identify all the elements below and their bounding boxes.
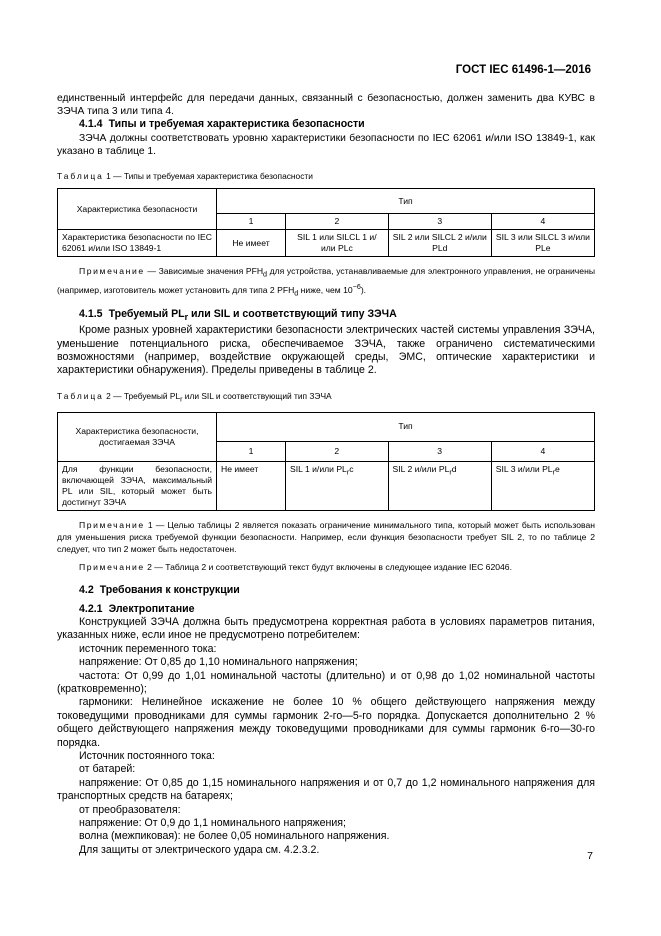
paragraph-line: от батарей: bbox=[79, 763, 136, 776]
section-title: Типы и требуемая характеристика безопасности bbox=[108, 118, 365, 131]
table-1-header-type: Тип bbox=[217, 189, 595, 214]
section-title: Требуемый PL bbox=[108, 307, 185, 320]
table-2-col-3: 3 bbox=[388, 441, 491, 461]
paragraph-line: напряжение: От 0,85 до 1,10 номинального напряжения; bbox=[79, 656, 358, 669]
table-1-header-characteristic: Характеристика безопасности bbox=[58, 189, 217, 230]
paragraph-line: частота: От 0,99 до 1,01 номинальной частоты (длительно) и от 0,98 до 1,02 номинальной частоты (кратковременно); bbox=[57, 669, 595, 695]
table-2-header-type: Тип bbox=[217, 412, 595, 441]
table-1-col-2: 2 bbox=[286, 214, 389, 230]
table-2-cell: SIL 1 и/или $PL_rc$ bbox=[286, 461, 389, 510]
paragraph-line: Конструкцией ЗЭЧА должна быть предусмотрена корректная работа в условиях параметров питания, указанных ниже, если иное не предусмотрено потребителем: bbox=[57, 615, 595, 642]
note-text: 1 — Целью таблицы 2 является показать ограничение минимального типа, который может быть использован для уменьшения риска требуемой функции безопасности. Например, если функция безопасности требует SIL 2, то по таблице 2 следует, что тип 2 может быть недостаточен. bbox=[57, 519, 595, 555]
table-1-note bbox=[57, 265, 595, 300]
table-1-col-3: 3 bbox=[388, 214, 491, 230]
table-1-row-label: Характеристика безопасности по IEC 62061 и/или ISO 13849-1 bbox=[58, 230, 217, 257]
note-subscript: d bbox=[294, 289, 299, 298]
table-2-cell: SIL 3 и/или $PL_re$ bbox=[491, 461, 594, 510]
table-1-caption bbox=[57, 170, 595, 183]
table-2 bbox=[57, 412, 595, 511]
table-1-cell: Не имеет bbox=[217, 230, 286, 257]
caption-subscript: r bbox=[180, 396, 183, 404]
table-2-cell: SIL 2 и/или $PL_rd$ bbox=[388, 461, 491, 510]
section-number: 4.1.4 bbox=[79, 118, 103, 131]
paragraph-line: напряжение: От 0,9 до 1,1 номинального напряжения; bbox=[79, 817, 346, 830]
table-2-row-label: Для функции безопасности, включающей ЗЭЧА, максимальный PL или SIL, который может быть достигнут ЗЭЧА bbox=[58, 461, 217, 510]
table-2-col-4: 4 bbox=[491, 441, 594, 461]
note-superscript: −6 bbox=[352, 283, 361, 292]
section-title: или SIL и соответствующий типу ЗЭЧА bbox=[188, 307, 397, 320]
table-1-cell: SIL 2 или SILCL 2 и/или PLd bbox=[388, 230, 491, 257]
section-title: Электропитание bbox=[108, 602, 195, 615]
table-2-note-2 bbox=[57, 561, 595, 573]
note-word: Примечание bbox=[79, 562, 145, 573]
paragraph-line: волна (межпиковая): не более 0,05 номинального напряжения. bbox=[79, 830, 390, 843]
section-4-1-5-text: Кроме разных уровней характеристики безопасности электрических частей системы управления ЗЭЧА, уменьшение потенциального риска, обеспечиваемое ЗЭЧА, также ограничено систематическими возможностями (например, воздействие окружающей среды, ЭМС, оптические характеристики и характеристики обнаружения). Пределы приведены в таблице 2. bbox=[57, 324, 595, 377]
table-1 bbox=[57, 188, 595, 257]
table-1-cell: SIL 1 или SILCL 1 и/или PLc bbox=[286, 230, 389, 257]
section-number: 4.2 bbox=[79, 583, 94, 596]
caption-word: Таблица bbox=[57, 390, 104, 401]
note-text: — Зависимые значения PFH bbox=[147, 266, 264, 277]
caption-word: Таблица bbox=[57, 171, 104, 182]
section-4-1-4-text: ЗЭЧА должны соответствовать уровню характеристики безопасности по IEC 62061 и/или ISO 13849-1, как указано в таблице 1. bbox=[57, 132, 595, 157]
section-4-2-1-heading bbox=[57, 603, 595, 616]
table-1-cell: SIL 3 или SILCL 3 и/или PLe bbox=[491, 230, 594, 257]
note-text: ). bbox=[360, 285, 367, 295]
paragraph-line: гармоники: Нелинейное искажение не более 10 % общего действующего напряжения между токоведущими проводниками для суммы гармоник 2-го—5-го порядка. Допускается дополнительно 2 % общего действующего напряжения между токоведущими проводниками для суммы гармоник 6-го—30-го порядка. bbox=[57, 696, 595, 749]
page-content bbox=[57, 92, 595, 857]
section-4-1-5-heading bbox=[57, 308, 595, 324]
table-2-caption bbox=[57, 390, 595, 407]
paragraph-line: Для защиты от электрического удара см. 4.2.3.2. bbox=[79, 843, 320, 856]
note-subscript: d bbox=[263, 270, 268, 279]
table-2-cell: Не имеет bbox=[217, 461, 286, 510]
table-1-col-4: 4 bbox=[491, 214, 594, 230]
note-word: Примечание bbox=[79, 519, 145, 530]
paragraph-line: напряжение: От 0,85 до 1,15 номинального напряжения и от 0,7 до 1,2 номинального напряжения для транспортных средств на батареях; bbox=[57, 776, 595, 803]
section-4-2-heading bbox=[57, 584, 595, 597]
section-title: Требования к конструкции bbox=[99, 583, 240, 596]
paragraph-line: источник переменного тока: bbox=[79, 642, 217, 655]
section-title-subscript: r bbox=[184, 312, 189, 323]
section-4-1-4-heading bbox=[57, 118, 595, 131]
note-text: ниже, чем 10 bbox=[298, 285, 353, 295]
note-word: Примечание bbox=[79, 266, 145, 277]
section-number: 4.2.1 bbox=[79, 602, 103, 615]
table-2-col-1: 1 bbox=[217, 441, 286, 461]
intro-paragraph: единственный интерфейс для передачи данных, связанный с безопасностью, должен заменить два КУВС в ЗЭЧА типа 3 или типа 4. bbox=[57, 93, 595, 118]
document-code: ГОСТ IEC 61496-1—2016 bbox=[455, 64, 591, 76]
paragraph-line: от преобразователя: bbox=[79, 803, 181, 816]
paragraph-line: Источник постоянного тока: bbox=[79, 750, 215, 763]
page-number: 7 bbox=[587, 850, 593, 862]
section-4-2-1-body bbox=[57, 616, 595, 857]
table-2-note-1 bbox=[57, 519, 595, 556]
caption-text: или SIL и соответствующий тип ЗЭЧА bbox=[182, 390, 332, 401]
caption-text: 1 — Типы и требуемая характеристика безопасности bbox=[106, 171, 313, 182]
note-text: для устройства, устанавливаемые для электронного управления, не ограничены (например, изготовитель может установить для типа 2 PFH bbox=[57, 266, 595, 295]
note-text: 2 — Таблица 2 и соответствующий текст будут включены в следующее издание IEC 62046. bbox=[147, 562, 512, 573]
table-2-col-2: 2 bbox=[286, 441, 389, 461]
caption-text: 2 — Требуемый PL bbox=[106, 390, 181, 401]
table-1-col-1: 1 bbox=[217, 214, 286, 230]
section-number: 4.1.5 bbox=[79, 307, 103, 320]
table-2-header-characteristic: Характеристика безопасности, достигаемая ЗЭЧА bbox=[58, 412, 217, 461]
